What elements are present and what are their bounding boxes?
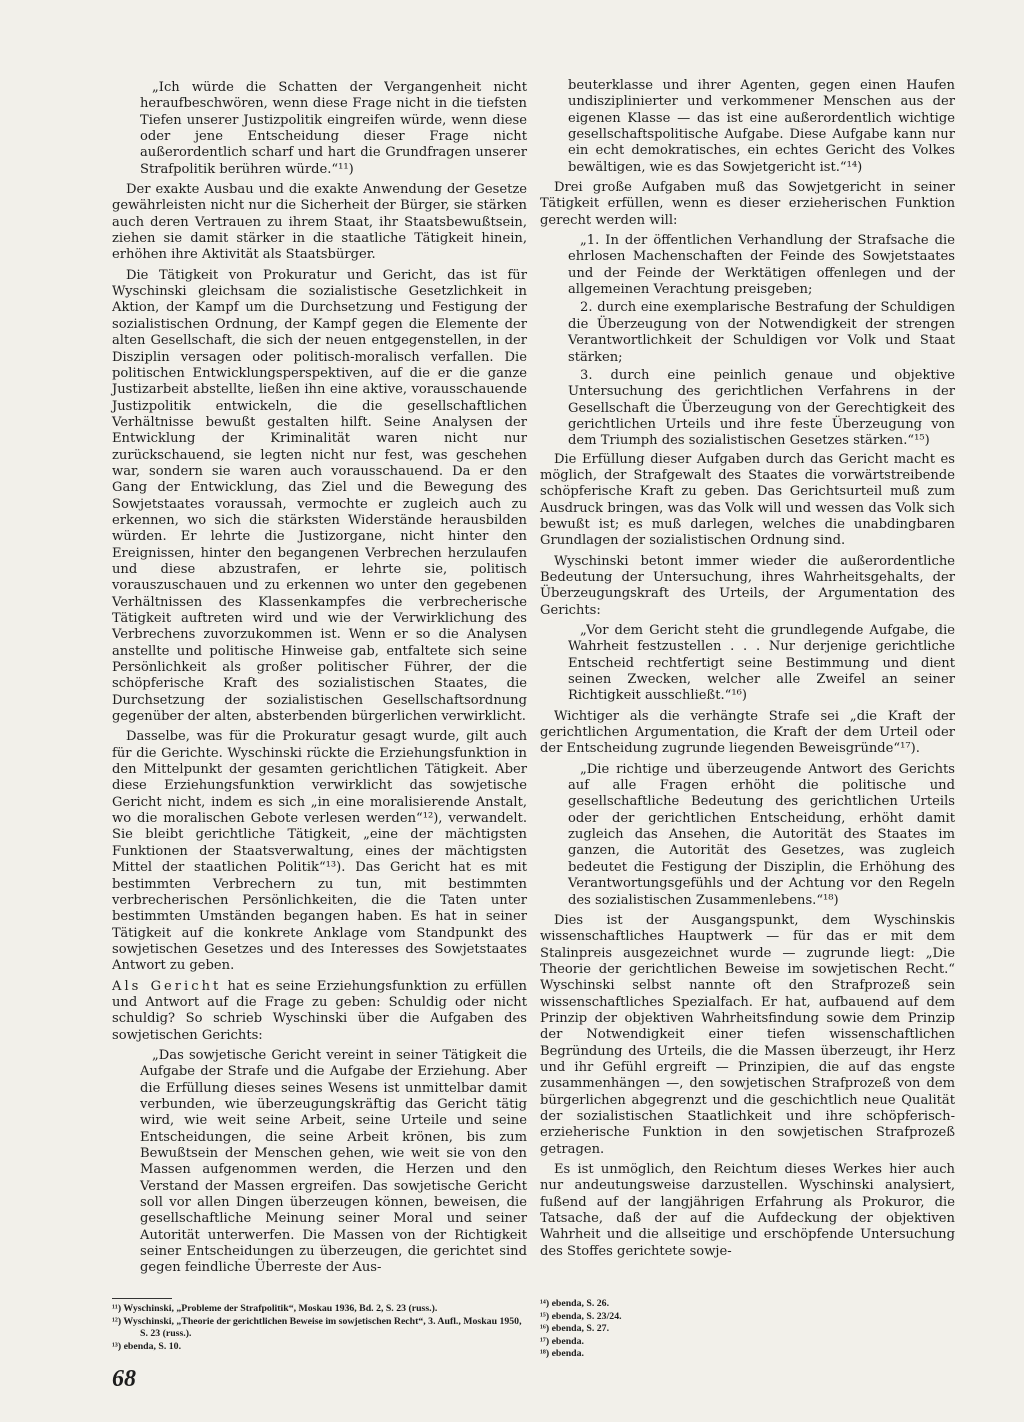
block-quote: „Das sowjetische Gericht vereint in seiner Tätigkeit die Aufgabe der Strafe und die Aufgabe der Erziehung. Aber die Erfüllung dieses seines Wesens ist unmittelbar damit verbunden, wie überzeugungskräftig das Gericht tätig wird, wie weit seine Arbeit, seine Urteile und seine Entscheidungen, die seine Arbeit krönen, bis zum Bewußtsein der Menschen gehen, wie weit sie von den Massen aufgenommen werden, die Herzen und den Verstand der Massen ergreifen. Das sowjetische Gericht soll vor allen Dingen überzeugen können, beweisen, die gesellschaftliche Meinung seiner Moral und seiner Autorität unterwerfen. Die Massen von der Richtigkeit seiner Entscheidungen zu überzeugen, die gerichtet sind gegen feindliche Überreste der Aus- bbox=[140, 1047, 527, 1276]
footnote: ¹¹) Wyschinski, „Probleme der Strafpolitik“, Moskau 1936, Bd. 2, S. 23 (russ.). bbox=[112, 1303, 438, 1314]
spaced-emphasis: Als Gericht bbox=[112, 978, 222, 994]
footnote-rule bbox=[112, 1298, 172, 1299]
block-quote: „Vor dem Gericht steht die grundlegende Aufgabe, die Wahrheit festzustellen . . . Nur derjenige gerichtliche Entscheid rechtfertigt seine Bestimmung und dient seinen Zwecken, welcher alle Zweifel an seiner Richtigkeit ausschließt.“¹⁶) bbox=[568, 623, 955, 704]
paragraph: Wyschinski betont immer wieder die außerordentliche Bedeutung der Untersuchung, ihres Wahrheitsgehalts, der Überzeugungskraft des Urteils, der Argumentation des Gerichts: bbox=[540, 553, 955, 618]
paragraph-continuation bbox=[112, 979, 527, 1044]
footnotes-left bbox=[112, 1298, 527, 1353]
paragraph: Dasselbe, was für die Prokuratur gesagt wurde, gilt auch für die Gerichte. Wyschinski rückte die Erziehungsfunktion in den Mittelpunkt der gesamten gerichtlichen Tätigkeit. Aber diese Erziehungsfunktion verwirklicht das sowjetische Gericht nicht, indem es sich „in eine moralisierende Anstalt, wo die moralischen Gebote verlesen werden“¹²), verwandelt. Sie bleibt gerichtliche Tätigkeit, „eine der mächtigsten Funktionen der Staatsverwaltung, eines der mächtigsten Mittel der staatlichen Politik“¹³). Das Gericht hat es mit bestimmten Verbrechern zu tun, mit bestimmten verbrecherischen Persönlichkeiten, die die Taten unter bestimmten Umständen begangen haben. Es hat in seiner Tätigkeit auf die konkrete Anklage vom Standpunkt des sowjetischen Gesetzes und des Interesses des Sowjetstaates Antwort zu geben. bbox=[112, 729, 527, 974]
footnotes-right bbox=[540, 1298, 790, 1361]
footnote: ¹⁵) ebenda, S. 23/24. bbox=[540, 1310, 622, 1322]
block-quote: „Die richtige und überzeugende Antwort des Gerichts auf alle Fragen erhöht die politische und gesellschaftliche Bedeutung des gerichtlichen Urteils oder der gerichtlichen Entscheidung, erhöht damit zugleich das Ansehen, die Autorität des Staates im ganzen, die Autorität des Gesetzes, was zugleich bedeutet die Festigung der Disziplin, die Erhöhung des Verantwortungsgefühls und der Achtung vor den Regeln des sozialistischen Zusammenlebens.“¹⁸) bbox=[568, 761, 955, 908]
right-text-column bbox=[540, 78, 955, 1264]
block-quote-continuation: beuterklasse und ihrer Agenten, gegen einen Haufen undisziplinierter und verkommener Menschen aus der eigenen Klasse — das ist eine außerordentlich wichtige gesellschaftspolitische Aufgabe. Diese Aufgabe kann nur ein echt demokratisches, ein echtes Gericht des Volkes bewältigen, wie es das Sowjetgericht ist.“¹⁴) bbox=[568, 78, 955, 175]
paragraph: Der exakte Ausbau und die exakte Anwendung der Gesetze gewährleisten nicht nur die Sicherheit der Bürger, sie stärken auch deren Vertrauen zu ihrem Staat, ihr Staatsbewußtsein, ziehen sie damit stärker in die staatliche Tätigkeit hinein, erhöhen ihre Aktivität als Staatsbürger. bbox=[112, 182, 527, 263]
left-text-column bbox=[112, 80, 527, 1281]
numbered-item: 3. durch eine peinlich genaue und objektive Untersuchung des gerichtlichen Verfahrens in der Gesellschaft die Überzeugung von der Gerechtigkeit des gerichtlichen Urteils und ihre feste Überzeugung von dem Triumph des sozialistischen Gesetzes stärken.“¹⁵) bbox=[568, 367, 955, 449]
text-run: hat es seine Erziehungsfunktion zu erfüllen und Antwort auf die Frage zu geben: Schuldig oder nicht schuldig? So schrieb Wyschinski über die Aufgaben des sowjetischen Gerichts: bbox=[112, 978, 527, 1043]
paragraph: Drei große Aufgaben muß das Sowjetgericht in seiner Tätigkeit erfüllen, wenn es dieser erzieherischen Funktion gerecht werden will: bbox=[540, 180, 955, 228]
paragraph: Dies ist der Ausgangspunkt, dem Wyschinskis wissenschaftliches Hauptwerk — für das er mit dem Stalinpreis ausgezeichnet wurde — zugrunde liegt: „Die Theorie der gerichtlichen Beweise im sowjetischen Recht.“ Wyschinski selbst nannte oft den Strafprozeß sein wissenschaftliches Spezialfach. Er hat, aufbauend auf dem Prinzip der objektiven Wahrheitsfindung sowie dem Prinzip der Notwendigkeit einer tiefen wissenschaftlichen Begründung des Urteils, die die Massen überzeugt, ihr Herz und ihr Gefühl ergreift — Prinzipien, die auf das engste zusammenhängen —, den sowjetischen Strafprozeß von dem bürgerlichen abgegrenzt und die geschichtlich neue Qualität der sozialistischen Staatlichkeit und ihre schöpferisch-erzieherische Funktion in den sowjetischen Strafprozeß getragen. bbox=[540, 912, 955, 1157]
footnote: ¹⁷) ebenda. bbox=[540, 1335, 584, 1347]
footnote: ¹³) ebenda, S. 10. bbox=[112, 1340, 182, 1352]
paragraph: Die Erfüllung dieser Aufgaben durch das Gericht macht es möglich, der Strafgewalt des Staates die vorwärtstreibende schöpferische Kraft zu geben. Das Gerichtsurteil muß zum Ausdruck bringen, was das Volk will und wessen das Volk sich bewußt ist; es muß darlegen, welches die unabdingbaren Grundlagen der sozialistischen Ordnung sind. bbox=[540, 451, 955, 549]
footnote: ¹⁸) ebenda. bbox=[540, 1348, 584, 1360]
numbered-item: „1. In der öffentlichen Verhandlung der Strafsache die ehrlosen Machenschaften der Feinde des Sowjetstaates und der Feinde der Werktätigen offenlegen und der allgemeinen Verachtung preisgeben; bbox=[568, 233, 955, 298]
paragraph: Die Tätigkeit von Prokuratur und Gericht, das ist für Wyschinski gleichsam die sozialistische Gesetzlichkeit in Aktion, der Kampf um die Durchsetzung und Festigung der sozialistischen Ordnung, der Kampf gegen die Elemente der alten Gesellschaft, die sich der neuen entgegenstellen, in der Disziplin versagen oder politisch-moralisch verfallen. Die politischen Entwicklungsperspektiven, auf die er die ganze Justizarbeit abstellte, ließen ihn eine aktive, vorausschauende Justizpolitik entwickeln, die die gesellschaftlichen Verhältnisse bewußt gestalten hilft. Seine Analysen der Entwicklung der Kriminalität waren nicht nur zurückschauend, sie legten nicht nur fest, was geschehen war, sondern sie waren auch vorausschauend. Da er den Gang der Entwicklung, das Ziel und die Bewegung des Sowjetstaates voraussah, vermochte er zugleich auch zu erkennen, wo sich die stärksten Widerstände herausbilden würden. Er lehrte die Justizorgane, nicht hinter den Ereignissen, hinter den begangenen Verbrechen herzulaufen und diese abzustrafen, er lehrte sie, politisch vorauszuschauen und zu erkennen wo unter den gegebenen Verhältnissen des Klassenkampfes die verbrecherische Tätigkeit auftreten wird und wie der Verwirklichung des Verbrechens zuvorzukommen ist. Wenn er so die Analysen anstellte und politische Hinweise gab, entfaltete sich seine Persönlichkeit als großer politischer Führer, der die schöpferische Kraft des sozialistischen Staates, die Durchsetzung der sozialistischen Gesellschaftsordnung gegenüber der alten, absterbenden bürgerlichen verwirklicht. bbox=[112, 267, 527, 725]
page-number: 68 bbox=[112, 1366, 136, 1392]
paragraph: Wichtiger als die verhängte Strafe sei „die Kraft der gerichtlichen Argumentation, die Kraft der dem Urteil oder der Entscheidung zugrunde liegenden Beweisgründe“¹⁷). bbox=[540, 708, 955, 757]
block-quote: „Ich würde die Schatten der Vergangenheit nicht heraufbeschwören, wenn diese Frage nicht in die tiefsten Tiefen unserer Justizpolitik eingreifen würde, wenn diese oder jene Entscheidung dieser Frage nicht außerordentlich scharf und hart die Grundfragen unserer Strafpolitik berühren würde.“¹¹) bbox=[140, 80, 527, 177]
paragraph: Es ist unmöglich, den Reichtum dieses Werkes hier auch nur andeutungsweise darzustellen. Wyschinski analysiert, fußend auf der langjährigen Erfahrung als Prokuror, die Tatsache, daß der auf die Aufdeckung der objektiven Wahrheit und die allseitige und erschöpfende Untersuchung des Stoffes gerichtete sowje- bbox=[540, 1162, 955, 1259]
footnote: ¹⁶) ebenda, S. 27. bbox=[540, 1323, 610, 1335]
numbered-item: 2. durch eine exemplarische Bestrafung der Schuldigen die Überzeugung von der Notwendigkeit der strengen Verantwortlichkeit der Schuldigen vor Volk und Staat stärken; bbox=[568, 300, 955, 365]
footnote: ¹⁴) ebenda, S. 26. bbox=[540, 1298, 610, 1309]
footnote: ¹²) Wyschinski, „Theorie der gerichtlichen Beweise im sowjetischen Recht“, 3. Aufl., Moskau 1950, S. 23 (russ.). bbox=[112, 1315, 522, 1340]
